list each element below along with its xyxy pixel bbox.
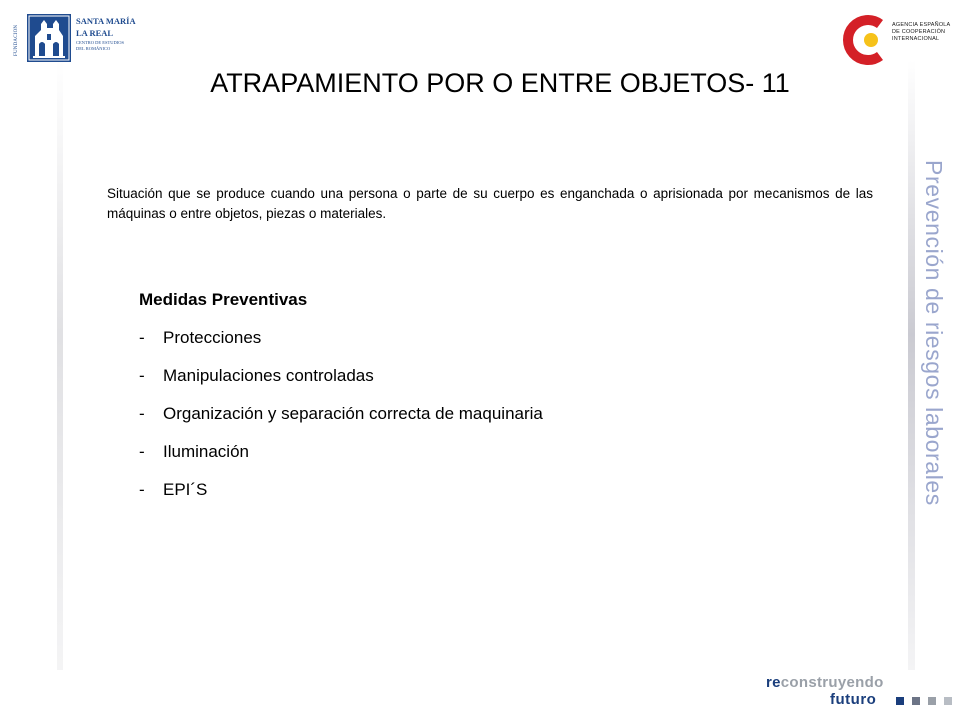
brand-line1	[766, 674, 884, 691]
brand-rest: construyendo	[780, 674, 884, 691]
logo-name-line2: LA REAL	[76, 28, 114, 38]
brand-square-icon	[896, 697, 904, 705]
brand-line2: futuro	[830, 691, 877, 708]
measure-text: Organización y separación correcta de maquinaria	[163, 404, 543, 423]
list-dash: -	[139, 404, 145, 423]
intro-paragraph: Situación que se produce cuando una persona o parte de su cuerpo es enganchada o aprisionada por mecanismos de las máquinas o entre objetos, piezas o materiales.	[107, 186, 873, 221]
brand-square-icon	[944, 697, 952, 705]
list-dash: -	[139, 328, 145, 347]
measure-item	[139, 327, 699, 349]
aeci-logo	[840, 12, 955, 72]
right-divider-line	[908, 60, 915, 670]
measure-text: Iluminación	[163, 442, 249, 461]
list-dash: -	[139, 366, 145, 385]
measure-item	[139, 479, 699, 501]
logo-name-line1: SANTA MARÍA	[76, 16, 136, 26]
measure-text: Protecciones	[163, 328, 262, 347]
measure-item	[139, 365, 699, 387]
measure-text: Manipulaciones controladas	[163, 366, 374, 385]
list-dash: -	[139, 442, 145, 461]
aeci-text: AGENCIA ESPAÑOLA DE COOPERACIÓN INTERNACIONAL	[892, 22, 951, 42]
brand-prefix: re	[766, 674, 781, 691]
fundacion-santa-maria-logo	[14, 12, 136, 66]
reconstruyendo-futuro-logo	[766, 674, 956, 714]
brand-square-icon	[912, 697, 920, 705]
logo-subtitle: CENTRO DE ESTUDIOS DEL ROMÁNICO	[76, 40, 124, 51]
measure-item	[139, 441, 699, 463]
side-vertical-title: Prevención de riesgos laborales	[921, 160, 947, 506]
measures-block	[139, 289, 699, 517]
measure-text: EPI´S	[163, 480, 208, 499]
logo-fundacion-label: FUNDACIÓN	[14, 24, 19, 56]
list-dash: -	[139, 480, 145, 499]
slide-title: ATRAPAMIENTO POR O ENTRE OBJETOS- 11	[210, 68, 790, 98]
measures-heading: Medidas Preventivas	[139, 290, 308, 309]
church-emblem-icon	[27, 14, 71, 62]
left-divider-line	[57, 60, 63, 670]
brand-square-icon	[928, 697, 936, 705]
aeci-c-mark-icon	[842, 14, 892, 66]
measure-item	[139, 403, 699, 425]
